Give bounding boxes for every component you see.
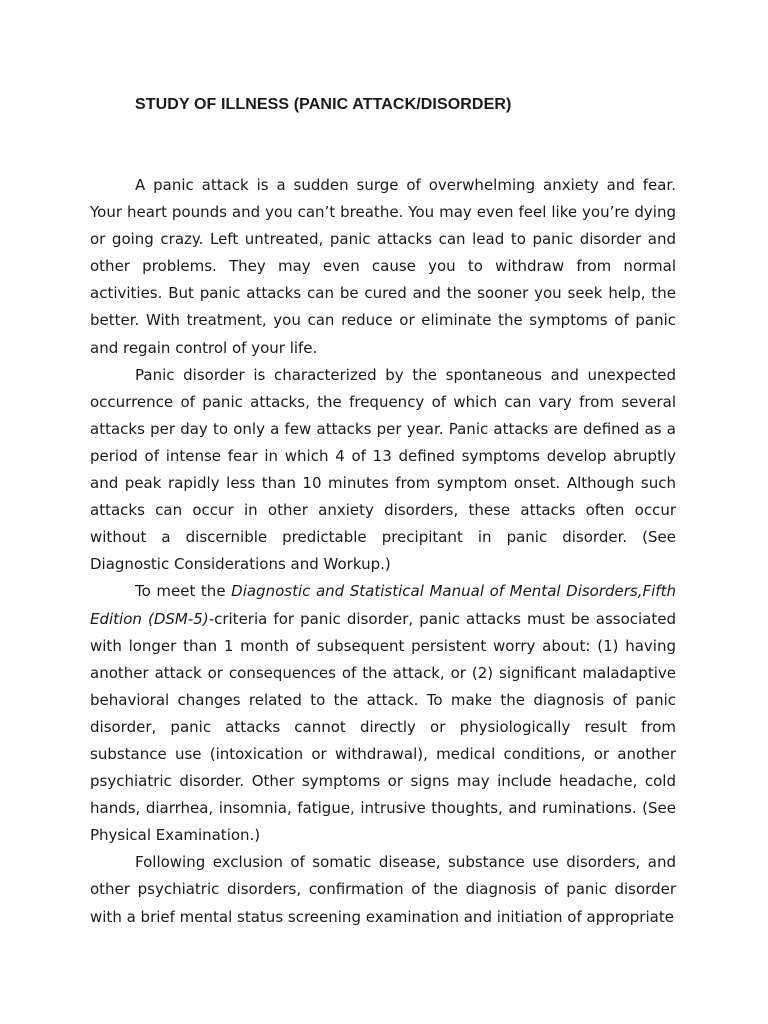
paragraph-panic-attack: A panic attack is a sudden surge of overwhelming anxiety and fear. Your heart pounds and you can’t breathe. You may even feel like you’re dying or going crazy. Left untreated, panic attacks can lead to panic disorder and other problems. They may even cause you to withdraw from normal activities. But panic attacks can be cured and the sooner you seek help, the better. With treatment, you can reduce or eliminate the symptoms of panic and regain control of your life. (90, 176, 676, 357)
dsm5-lead-text: To meet the (135, 582, 232, 601)
dsm5-manual-title: Diagnostic and Statistical Manual of Mental Disorders,Fifth Edition (DSM-5) (90, 582, 676, 628)
paragraph-dsm5-criteria (90, 578, 676, 849)
document-title: STUDY OF ILLNESS (PANIC ATTACK/DISORDER) (135, 96, 512, 113)
paragraph-diagnosis-confirmation: Following exclusion of somatic disease, substance use disorders, and other psychiatric disorders, confirmation of the diagnosis of panic disorder with a brief mental status screening examination and initiation of appropriate (90, 853, 676, 926)
paragraph-panic-disorder: Panic disorder is characterized by the spontaneous and unexpected occurrence of panic attacks, the frequency of which can vary from several attacks per day to only a few attacks per year. Panic attacks are defined as a period of intense fear in which 4 of 13 defined symptoms develop abruptly and peak rapidly less than 10 minutes from symptom onset. Although such attacks can occur in other anxiety disorders, these attacks often occur without a discernible predictable precipitant in panic disorder. (See Diagnostic Considerations and Workup.) (90, 365, 676, 574)
dsm5-criteria-text: -criteria for panic disorder, panic attacks must be associated with longer than 1 month of subsequent persistent worry about: (1) having another attack or consequences of the attack, or (2) significant maladaptive behavioral changes related to the attack. To make the diagnosis of panic disorder, panic attacks cannot directly or physiologically result from substance use (intoxication or withdrawal), medical conditions, or another psychiatric disorder. Other symptoms or signs may include headache, cold hands, diarrhea, insomnia, fatigue, intrusive thoughts, and ruminations. (See Physical Examination.) (90, 609, 677, 845)
document-body (90, 172, 676, 931)
